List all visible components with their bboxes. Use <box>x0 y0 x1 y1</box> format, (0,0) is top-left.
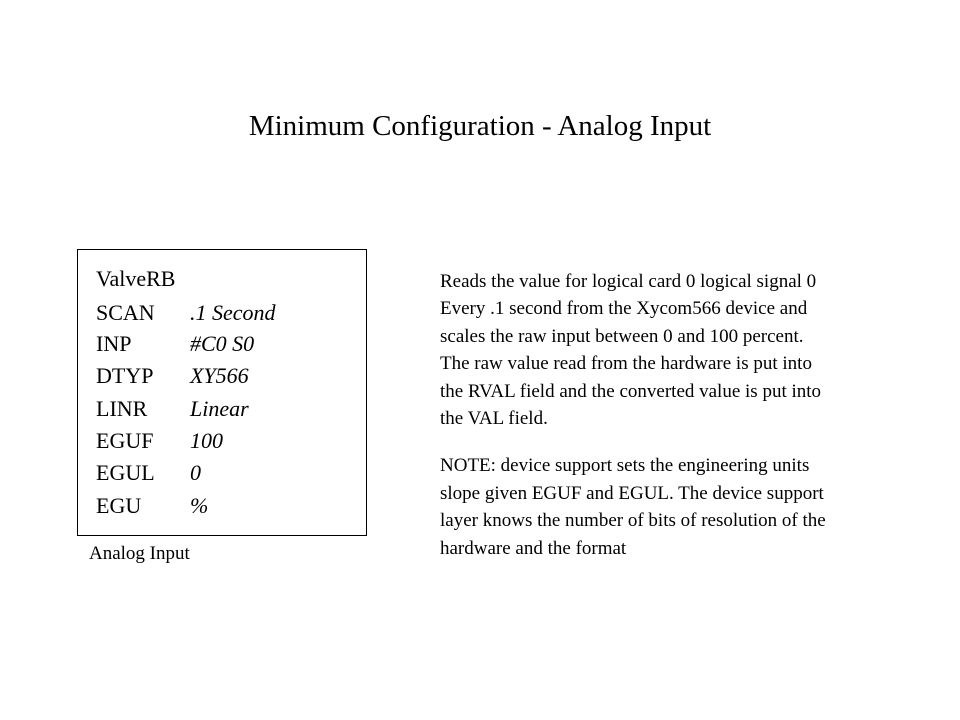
field-value: 0 <box>190 460 201 485</box>
description-line: the RVAL field and the converted value is put into <box>440 380 822 402</box>
description-line: Every .1 second from the Xycom566 device and <box>440 298 808 320</box>
field-key: DTYP <box>96 363 154 388</box>
description <box>440 268 950 562</box>
note-line: NOTE: device support sets the engineering units <box>440 455 810 477</box>
field-value: 100 <box>190 428 223 453</box>
note-line: hardware and the format <box>440 537 627 559</box>
paragraph-gap <box>440 432 950 452</box>
field-value: % <box>190 493 209 518</box>
description-line: the VAL field. <box>440 408 548 430</box>
field-value: #C0 S0 <box>190 331 255 356</box>
record-name: ValveRB <box>96 266 176 291</box>
field-key: EGUF <box>96 428 154 453</box>
field-value: .1 Second <box>190 300 276 325</box>
description-line: scales the raw input between 0 and 100 percent. <box>440 325 804 347</box>
slide-title: Minimum Configuration - Analog Input <box>248 110 712 142</box>
field-key: INP <box>96 331 132 356</box>
field-value: XY566 <box>190 363 249 388</box>
field-key: EGU <box>96 493 142 518</box>
record-caption: Analog Input <box>89 543 190 564</box>
note-line: slope given EGUF and EGUL. The device support <box>440 482 824 504</box>
field-key: EGUL <box>96 460 155 485</box>
field-key: LINR <box>96 396 148 421</box>
field-key: SCAN <box>96 300 155 325</box>
description-line: The raw value read from the hardware is put into <box>440 353 812 375</box>
note-line: layer knows the number of bits of resolution of the <box>440 510 826 532</box>
description-line: Reads the value for logical card 0 logical signal 0 <box>440 271 817 292</box>
field-value: Linear <box>190 396 249 421</box>
